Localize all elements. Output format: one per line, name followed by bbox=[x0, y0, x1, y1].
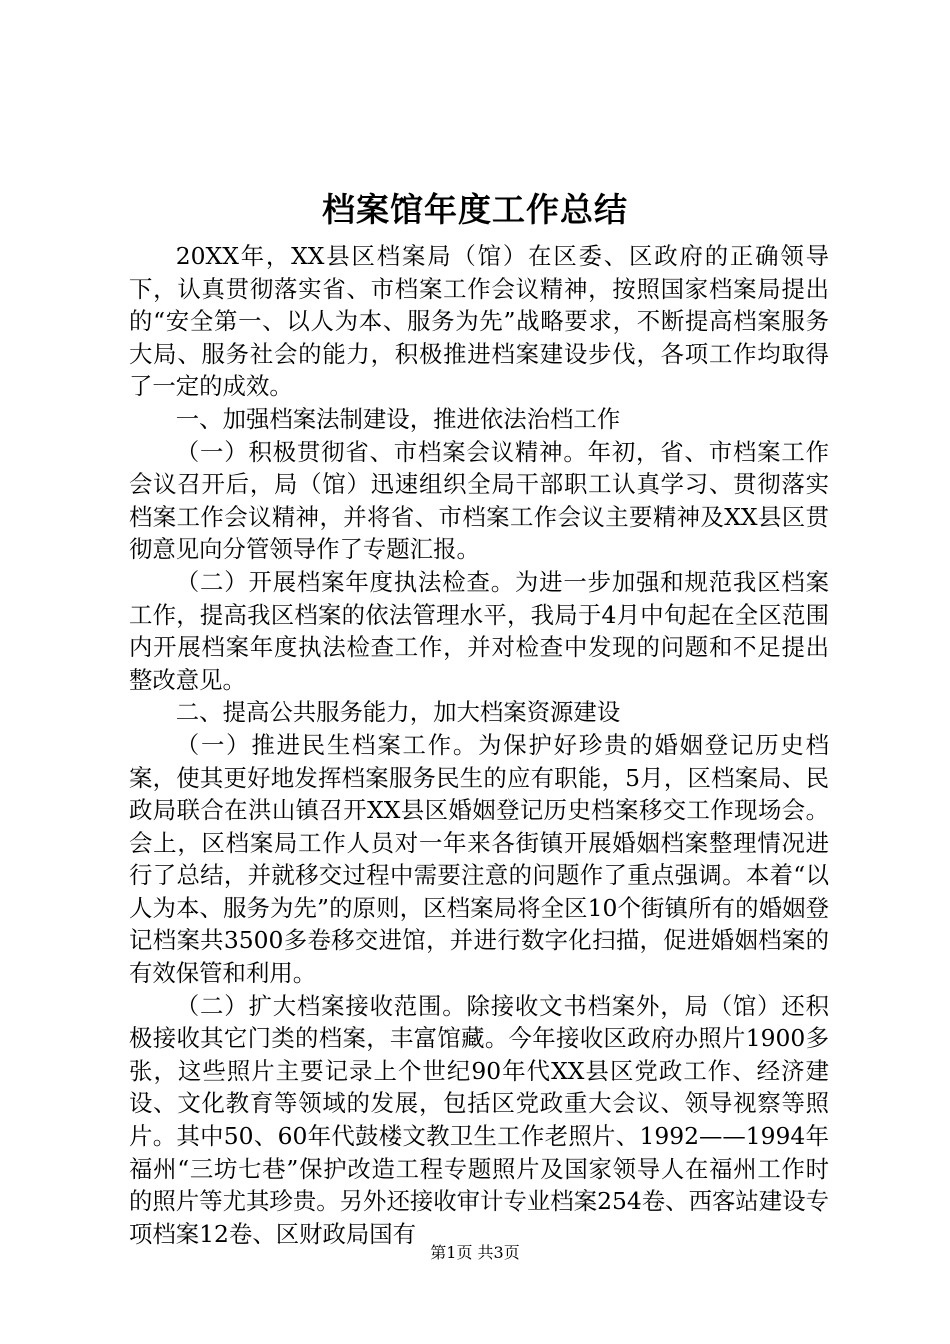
section-heading-2: 二、提高公共服务能力，加大档案资源建设 bbox=[175, 698, 621, 727]
intro-paragraph: 20XX年，XX县区档案局（馆）在区委、区政府的正确领导下，认真贯彻落实省、市档案工作会议精神，按照国家档案局提出的“安全第一、以人为本、服务为先”战略要求，不断提高档案服务大局、服务社会的能力，积极推进档案建设步伐，各项工作均取得了一定的成效。 bbox=[129, 242, 829, 401]
body-paragraph: （一）推进民生档案工作。为保护好珍贵的婚姻登记历史档案，使其更好地发挥档案服务民生的应有职能，5月，区档案局、民政局联合在洪山镇召开XX县区婚姻登记历史档案移交工作现场会。会上，区档案局工作人员对一年来各街镇开展婚姻档案整理情况进行了总结，并就移交过程中需要注意的问题作了重点强调。本着“以人为本、服务为先”的原则，区档案局将全区10个街镇所有的婚姻登记档案共3500多卷移交进馆，并进行数字化扫描，促进婚姻档案的有效保管和利用。 bbox=[129, 730, 829, 988]
section-heading-1: 一、加强档案法制建设，推进依法治档工作 bbox=[175, 404, 621, 433]
document-body bbox=[129, 240, 829, 1250]
page-number-footer: 第1页 共3页 bbox=[430, 1243, 520, 1262]
body-paragraph: （二）扩大档案接收范围。除接收文书档案外，局（馆）还积极接收其它门类的档案，丰富馆藏。今年接收区政府办照片1900多张，这些照片主要记录上个世纪90年代XX县区党政工作、经济建设、文化教育等领域的发展，包括区党政重大会议、领导视察等照片。其中50、60年代鼓楼文教卫生工作老照片、1992——1994年福州“三坊七巷”保护改造工程专题照片及国家领导人在福州工作时的照片等尤其珍贵。另外还接收审计专业档案254卷、西客站建设专项档案12卷、区财政局国有 bbox=[129, 991, 829, 1248]
document-title: 档案馆年度工作总结 bbox=[322, 190, 628, 229]
body-paragraph: （二）开展档案年度执法检查。为进一步加强和规范我区档案工作，提高我区档案的依法管理水平，我局于4月中旬起在全区范围内开展档案年度执法检查工作，并对检查中发现的问题和不足提出整改意见。 bbox=[129, 567, 829, 694]
body-paragraph: （一）积极贯彻省、市档案会议精神。年初，省、市档案工作会议召开后，局（馆）迅速组织全局干部职工认真学习、贯彻落实档案工作会议精神，并将省、市档案工作会议主要精神及XX县区贯彻意见向分管领导作了专题汇报。 bbox=[129, 437, 829, 564]
